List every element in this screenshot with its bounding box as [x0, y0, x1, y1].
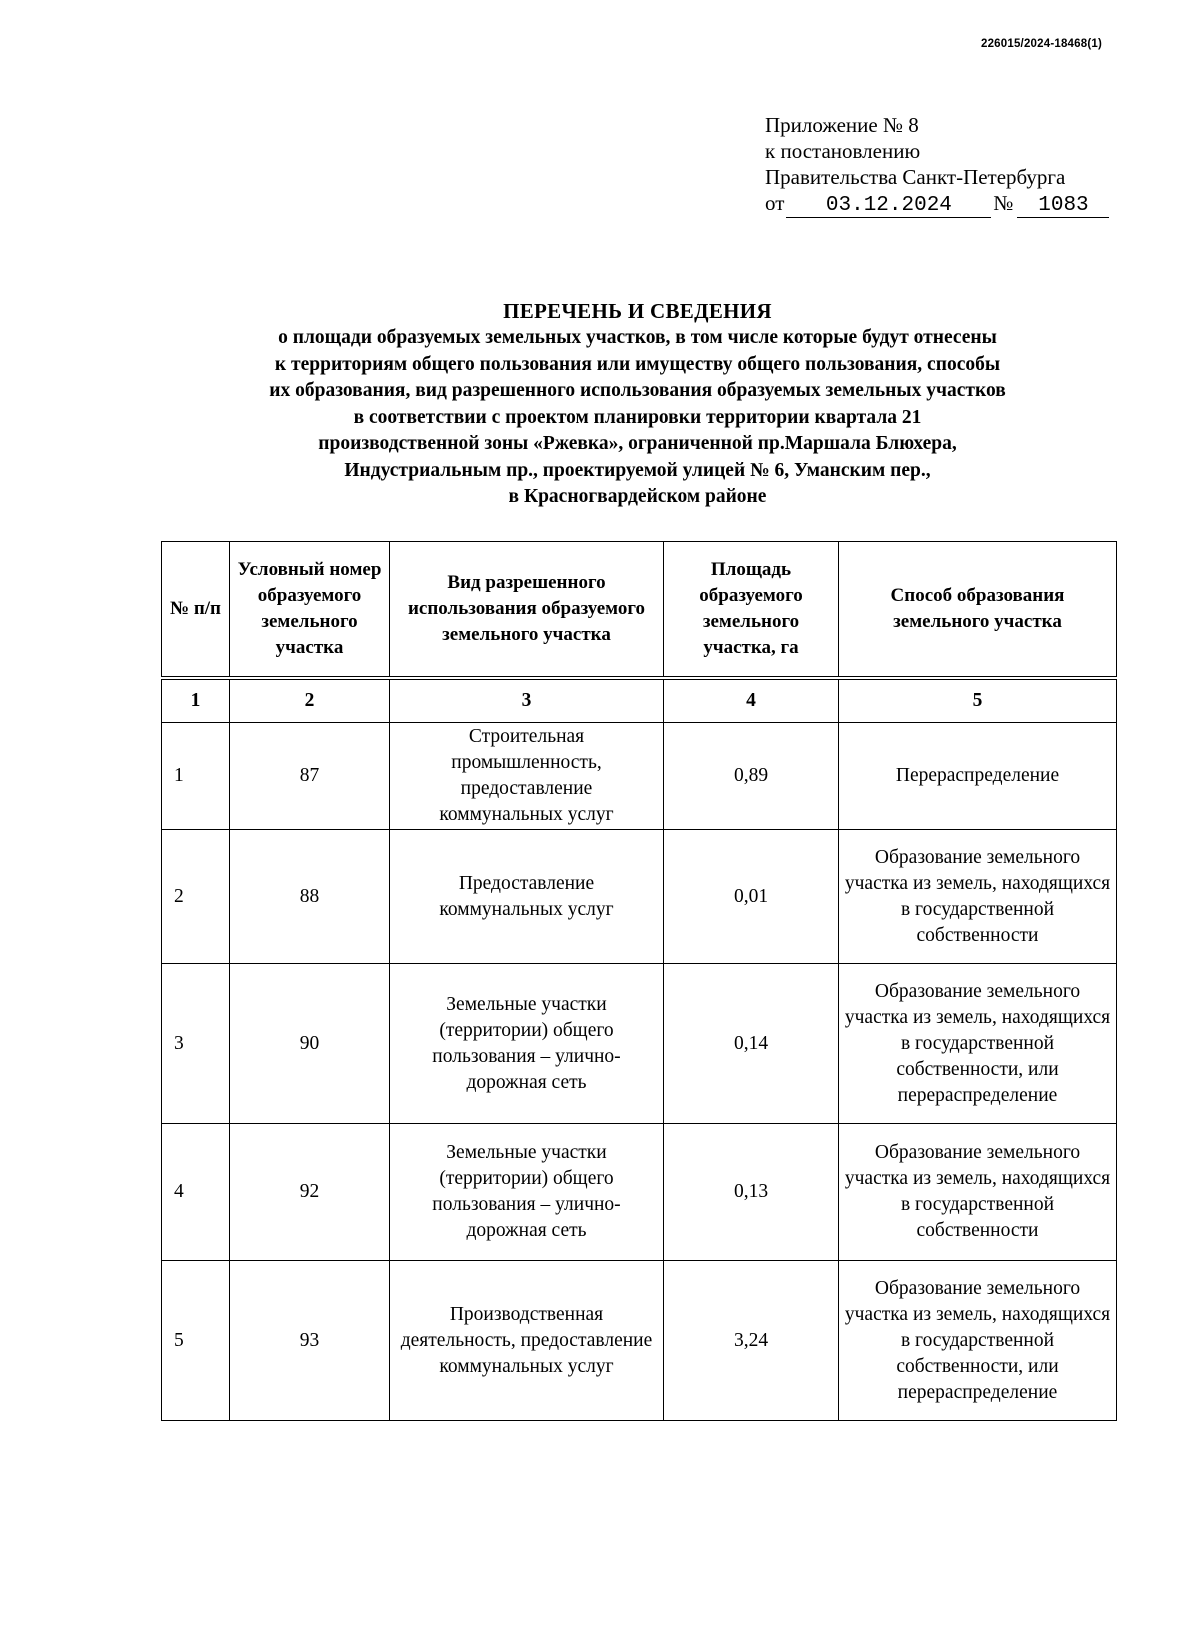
cell-permitted-use: Земельные участки (территории) общего пользования – улично-дорожная сеть — [390, 964, 664, 1124]
title-line: в соответствии с проектом планировки территории квартала 21 — [353, 406, 922, 428]
table-row — [162, 1124, 1117, 1261]
cell-formation-method: Образование земельного участка из земель, находящихся в государственной собственности — [839, 1124, 1117, 1261]
title-line: Индустриальным пр., проектируемой улицей № 6, Уманским пер., — [344, 459, 931, 481]
title-line: производственной зоны «Ржевка», ограниченной пр.Маршала Блюхера, — [318, 433, 957, 454]
date-prefix: от — [765, 191, 785, 215]
cell-row-number: 2 — [162, 830, 230, 964]
cell-plot-number: 87 — [230, 723, 390, 830]
table-row — [162, 1261, 1117, 1421]
document-title-block — [150, 298, 1125, 511]
cell-row-number: 3 — [162, 964, 230, 1124]
cell-row-number: 1 — [162, 723, 230, 830]
cell-plot-number: 92 — [230, 1124, 390, 1261]
document-title: ПЕРЕЧЕНЬ И СВЕДЕНИЯ — [503, 299, 772, 323]
cell-permitted-use: Строительная промышленность, предоставление коммунальных услуг — [390, 723, 664, 830]
cell-area: 0,89 — [664, 723, 839, 830]
table-row — [162, 964, 1117, 1124]
cell-area: 0,01 — [664, 830, 839, 964]
cell-permitted-use: Земельные участки (территории) общего пользования – улично-дорожная сеть — [390, 1124, 664, 1261]
cell-formation-method: Образование земельного участка из земель, находящихся в государственной собственности — [839, 830, 1117, 964]
table-column-index-row — [162, 678, 1117, 723]
cell-area: 0,13 — [664, 1124, 839, 1261]
title-line: к территориям общего пользования или имуществу общего пользования, способы — [274, 353, 1001, 375]
cell-area: 3,24 — [664, 1261, 839, 1421]
land-plots-table — [161, 541, 1117, 1421]
cell-formation-method: Перераспределение — [839, 723, 1117, 830]
header-row-number: № п/п — [162, 542, 230, 679]
column-index: 3 — [390, 678, 664, 723]
appendix-authority: Правительства Санкт-Петербурга — [765, 165, 1066, 189]
cell-plot-number: 90 — [230, 964, 390, 1124]
document-registration-id: 226015/2024-18468(1) — [980, 38, 1102, 50]
cell-row-number: 5 — [162, 1261, 230, 1421]
cell-plot-number: 93 — [230, 1261, 390, 1421]
number-sign: № — [993, 191, 1014, 215]
header-formation-method: Способ образования земельного участка — [839, 542, 1117, 679]
column-index: 5 — [839, 678, 1117, 723]
table-row — [162, 830, 1117, 964]
title-line: их образования, вид разрешенного использования образуемых земельных участков — [269, 380, 1006, 401]
cell-row-number: 4 — [162, 1124, 230, 1261]
title-line: в Красногвардейском районе — [508, 486, 767, 507]
column-index: 4 — [664, 678, 839, 723]
column-index: 2 — [230, 678, 390, 723]
cell-area: 0,14 — [664, 964, 839, 1124]
cell-formation-method: Образование земельного участка из земель, находящихся в государственной собственности, или перераспределение — [839, 964, 1117, 1124]
cell-permitted-use: Предоставление коммунальных услуг — [390, 830, 664, 964]
resolution-date: 03.12.2024 — [786, 195, 991, 218]
cell-permitted-use: Производственная деятельность, предоставление коммунальных услуг — [390, 1261, 664, 1421]
header-plot-number: Условный номер образуемого земельного участка — [230, 542, 390, 679]
table-row — [162, 723, 1117, 830]
cell-plot-number: 88 — [230, 830, 390, 964]
title-line: о площади образуемых земельных участков, в том числе которые будут отнесены — [278, 327, 997, 348]
header-area: Площадь образуемого земельного участка, га — [664, 542, 839, 679]
appendix-reference: к постановлению — [765, 139, 921, 163]
appendix-block — [765, 112, 1115, 218]
appendix-title: Приложение № 8 — [765, 113, 919, 137]
appendix-date-number-row — [765, 190, 1115, 218]
table-header-row — [162, 542, 1117, 679]
column-index: 1 — [162, 678, 230, 723]
resolution-number: 1083 — [1017, 195, 1109, 218]
header-permitted-use: Вид разрешенного использования образуемого земельного участка — [390, 542, 664, 679]
cell-formation-method: Образование земельного участка из земель, находящихся в государственной собственности, или перераспределение — [839, 1261, 1117, 1421]
